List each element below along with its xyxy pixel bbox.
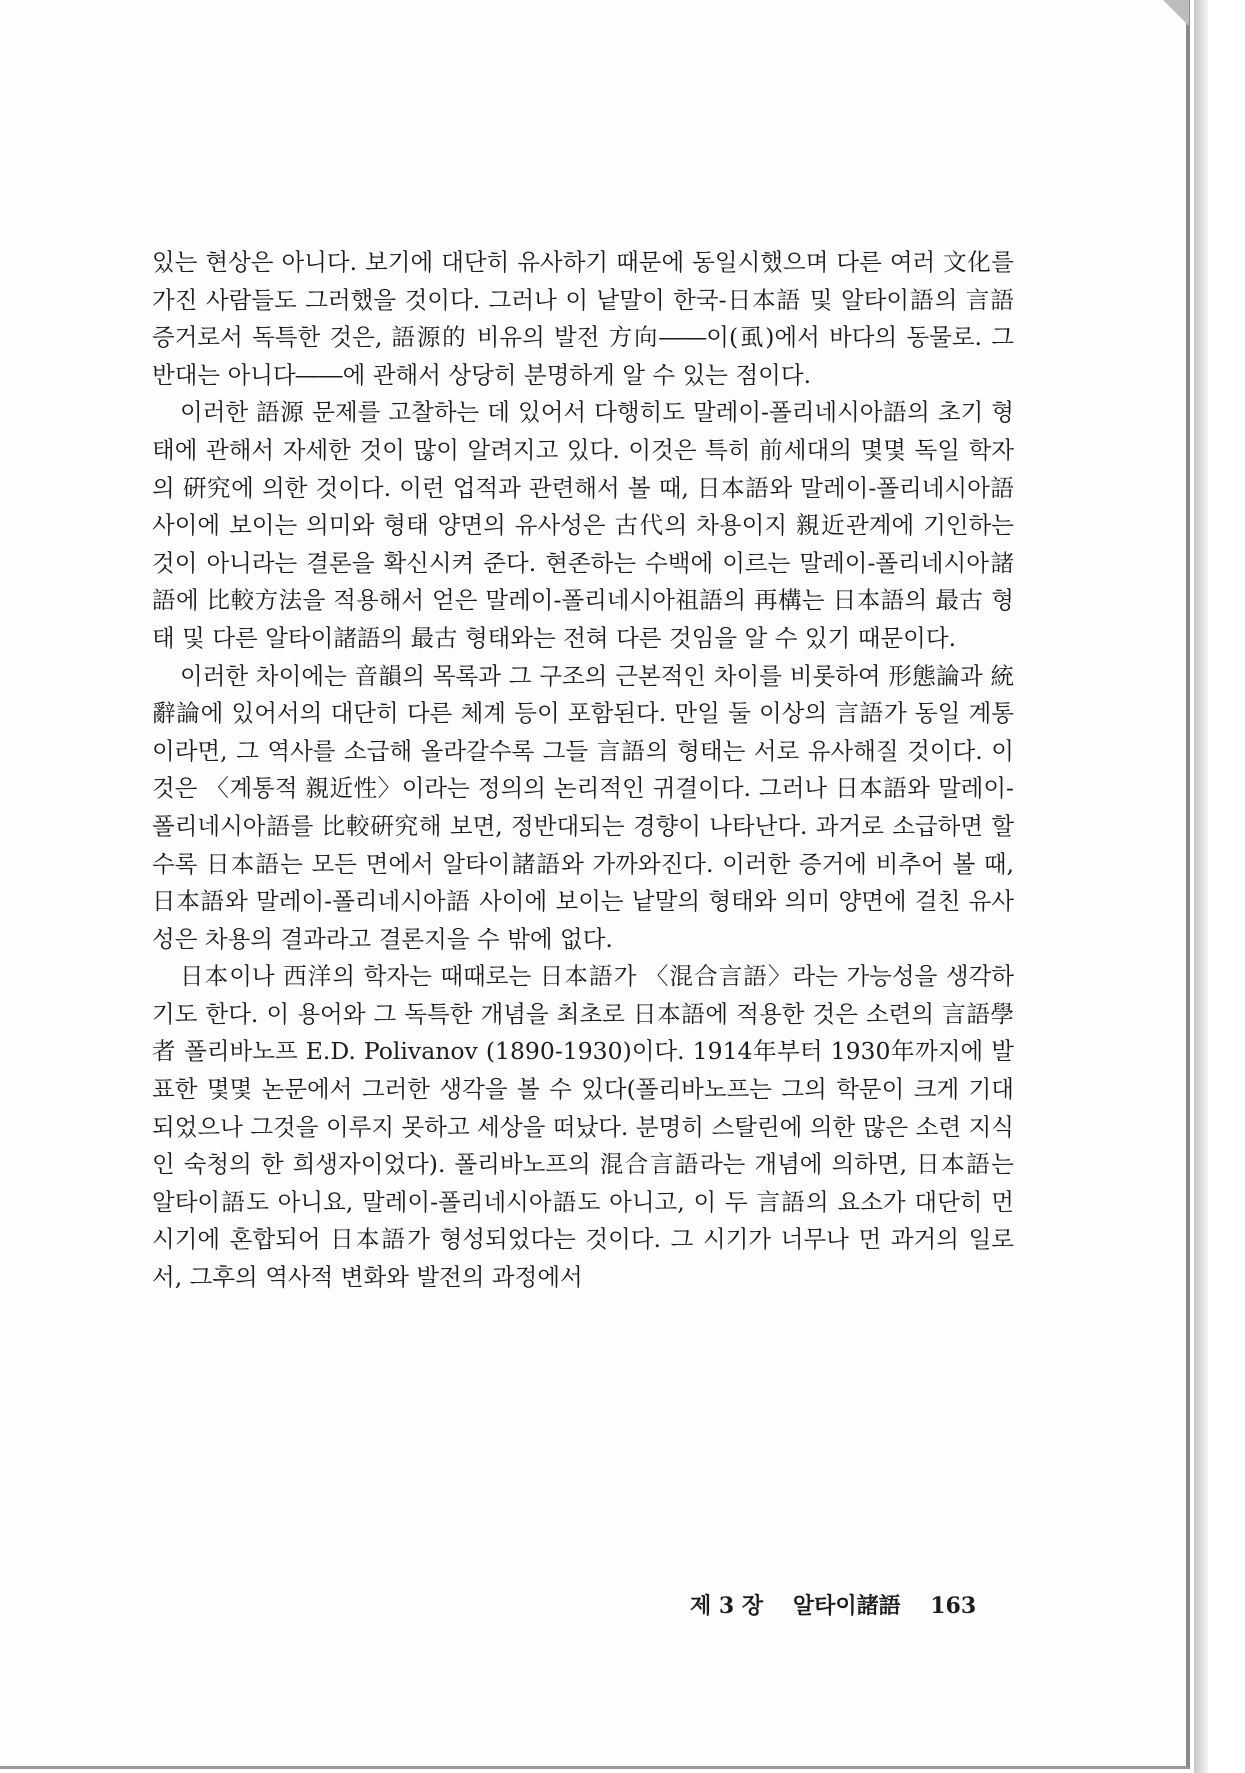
footer-chapter: 제 3 장	[690, 1593, 764, 1619]
page-margin-strip	[1230, 0, 1245, 1773]
paragraph-2: 이러한 語源 문제를 고찰하는 데 있어서 다행히도 말레이-폴리네시아語의 초기 형태에 관해서 자세한 것이 많이 알려지고 있다. 이것은 특히 前세대의 몇몇 독일 학자의 硏究에 의한 것이다. 이런 업적과 관련해서 볼 때, 日本語와 말레이-폴리네시아語 사이에 보이는 의미와 형태 양면의 유사성은 古代의 차용이지 親近관계에 기인하는 것이 아니라는 결론을 확신시켜 준다. 현존하는 수백에 이르는 말레이-폴리네시아諸語에 比較方法을 적용해서 얻은 말레이-폴리네시아祖語의 再構는 日本語의 最古 형태 및 다른 알타이諸語의 最古 형태와는 전혀 다른 것임을 알 수 있기 때문이다.	[152, 398, 1014, 652]
footer-chapter-title: 알타이諸語	[792, 1593, 901, 1619]
body-text	[152, 244, 1014, 1297]
paragraph-1: 있는 현상은 아니다. 보기에 대단히 유사하기 때문에 동일시했으며 다른 여러 文化를 가진 사람들도 그러했을 것이다. 그러나 이 낱말이 한국-日本語 및 알타이語의 言語 증거로서 독특한 것은, 語源的 비유의 발전 方向――이(虱)에서 바다의 동물로. 그 반대는 아니다――에 관해서 상당히 분명하게 알 수 있는 점이다.	[152, 248, 1014, 389]
paragraph-3: 이러한 차이에는 音韻의 목록과 그 구조의 근본적인 차이를 비롯하여 形態論과 統辭論에 있어서의 대단히 다른 체계 등이 포함된다. 만일 둘 이상의 言語가 동일 계통이라면, 그 역사를 소급해 올라갈수록 그들 言語의 형태는 서로 유사해질 것이다. 이것은 〈계통적 親近性〉이라는 정의의 논리적인 귀결이다. 그러나 日本語와 말레이-폴리네시아語를 比較硏究해 보면, 정반대되는 경향이 나타난다. 과거로 소급하면 할수록 日本語는 모든 면에서 알타이諸語와 가까와진다. 이러한 증거에 비추어 볼 때, 日本語와 말레이-폴리네시아語 사이에 보이는 낱말의 형태와 의미 양면에 걸친 유사성은 차용의 결과라고 결론지을 수 밖에 없다.	[152, 661, 1014, 953]
paragraph-4: 日本이나 西洋의 학자는 때때로는 日本語가 〈混合言語〉라는 가능성을 생각하기도 한다. 이 용어와 그 독특한 개념을 최초로 日本語에 적용한 것은 소련의 言語學者 폴리바노프 E.D. Polivanov (1890-1930)이다. 1914年부터 1930年까지에 발표한 몇몇 논문에서 그러한 생각을 볼 수 있다(폴리바노프는 그의 학문이 크게 기대되었으나 그것을 이루지 못하고 세상을 떠났다. 분명히 스탈린에 의한 많은 소련 지식인 숙청의 한 희생자이었다). 폴리바노프의 混合言語라는 개념에 의하면, 日本語는 알타이語도 아니요, 말레이-폴리네시아語도 아니고, 이 두 言語의 요소가 대단히 먼 시기에 혼합되어 日本語가 형성되었다는 것이다. 그 시기가 너무나 먼 과거의 일로서, 그후의 역사적 변화와 발전의 과정에서	[152, 962, 1014, 1292]
page-number: 163	[930, 1593, 977, 1619]
page-footer	[690, 1589, 1000, 1620]
page-corner-fold	[1163, 0, 1189, 26]
page-edge-shadow	[1194, 0, 1208, 1773]
